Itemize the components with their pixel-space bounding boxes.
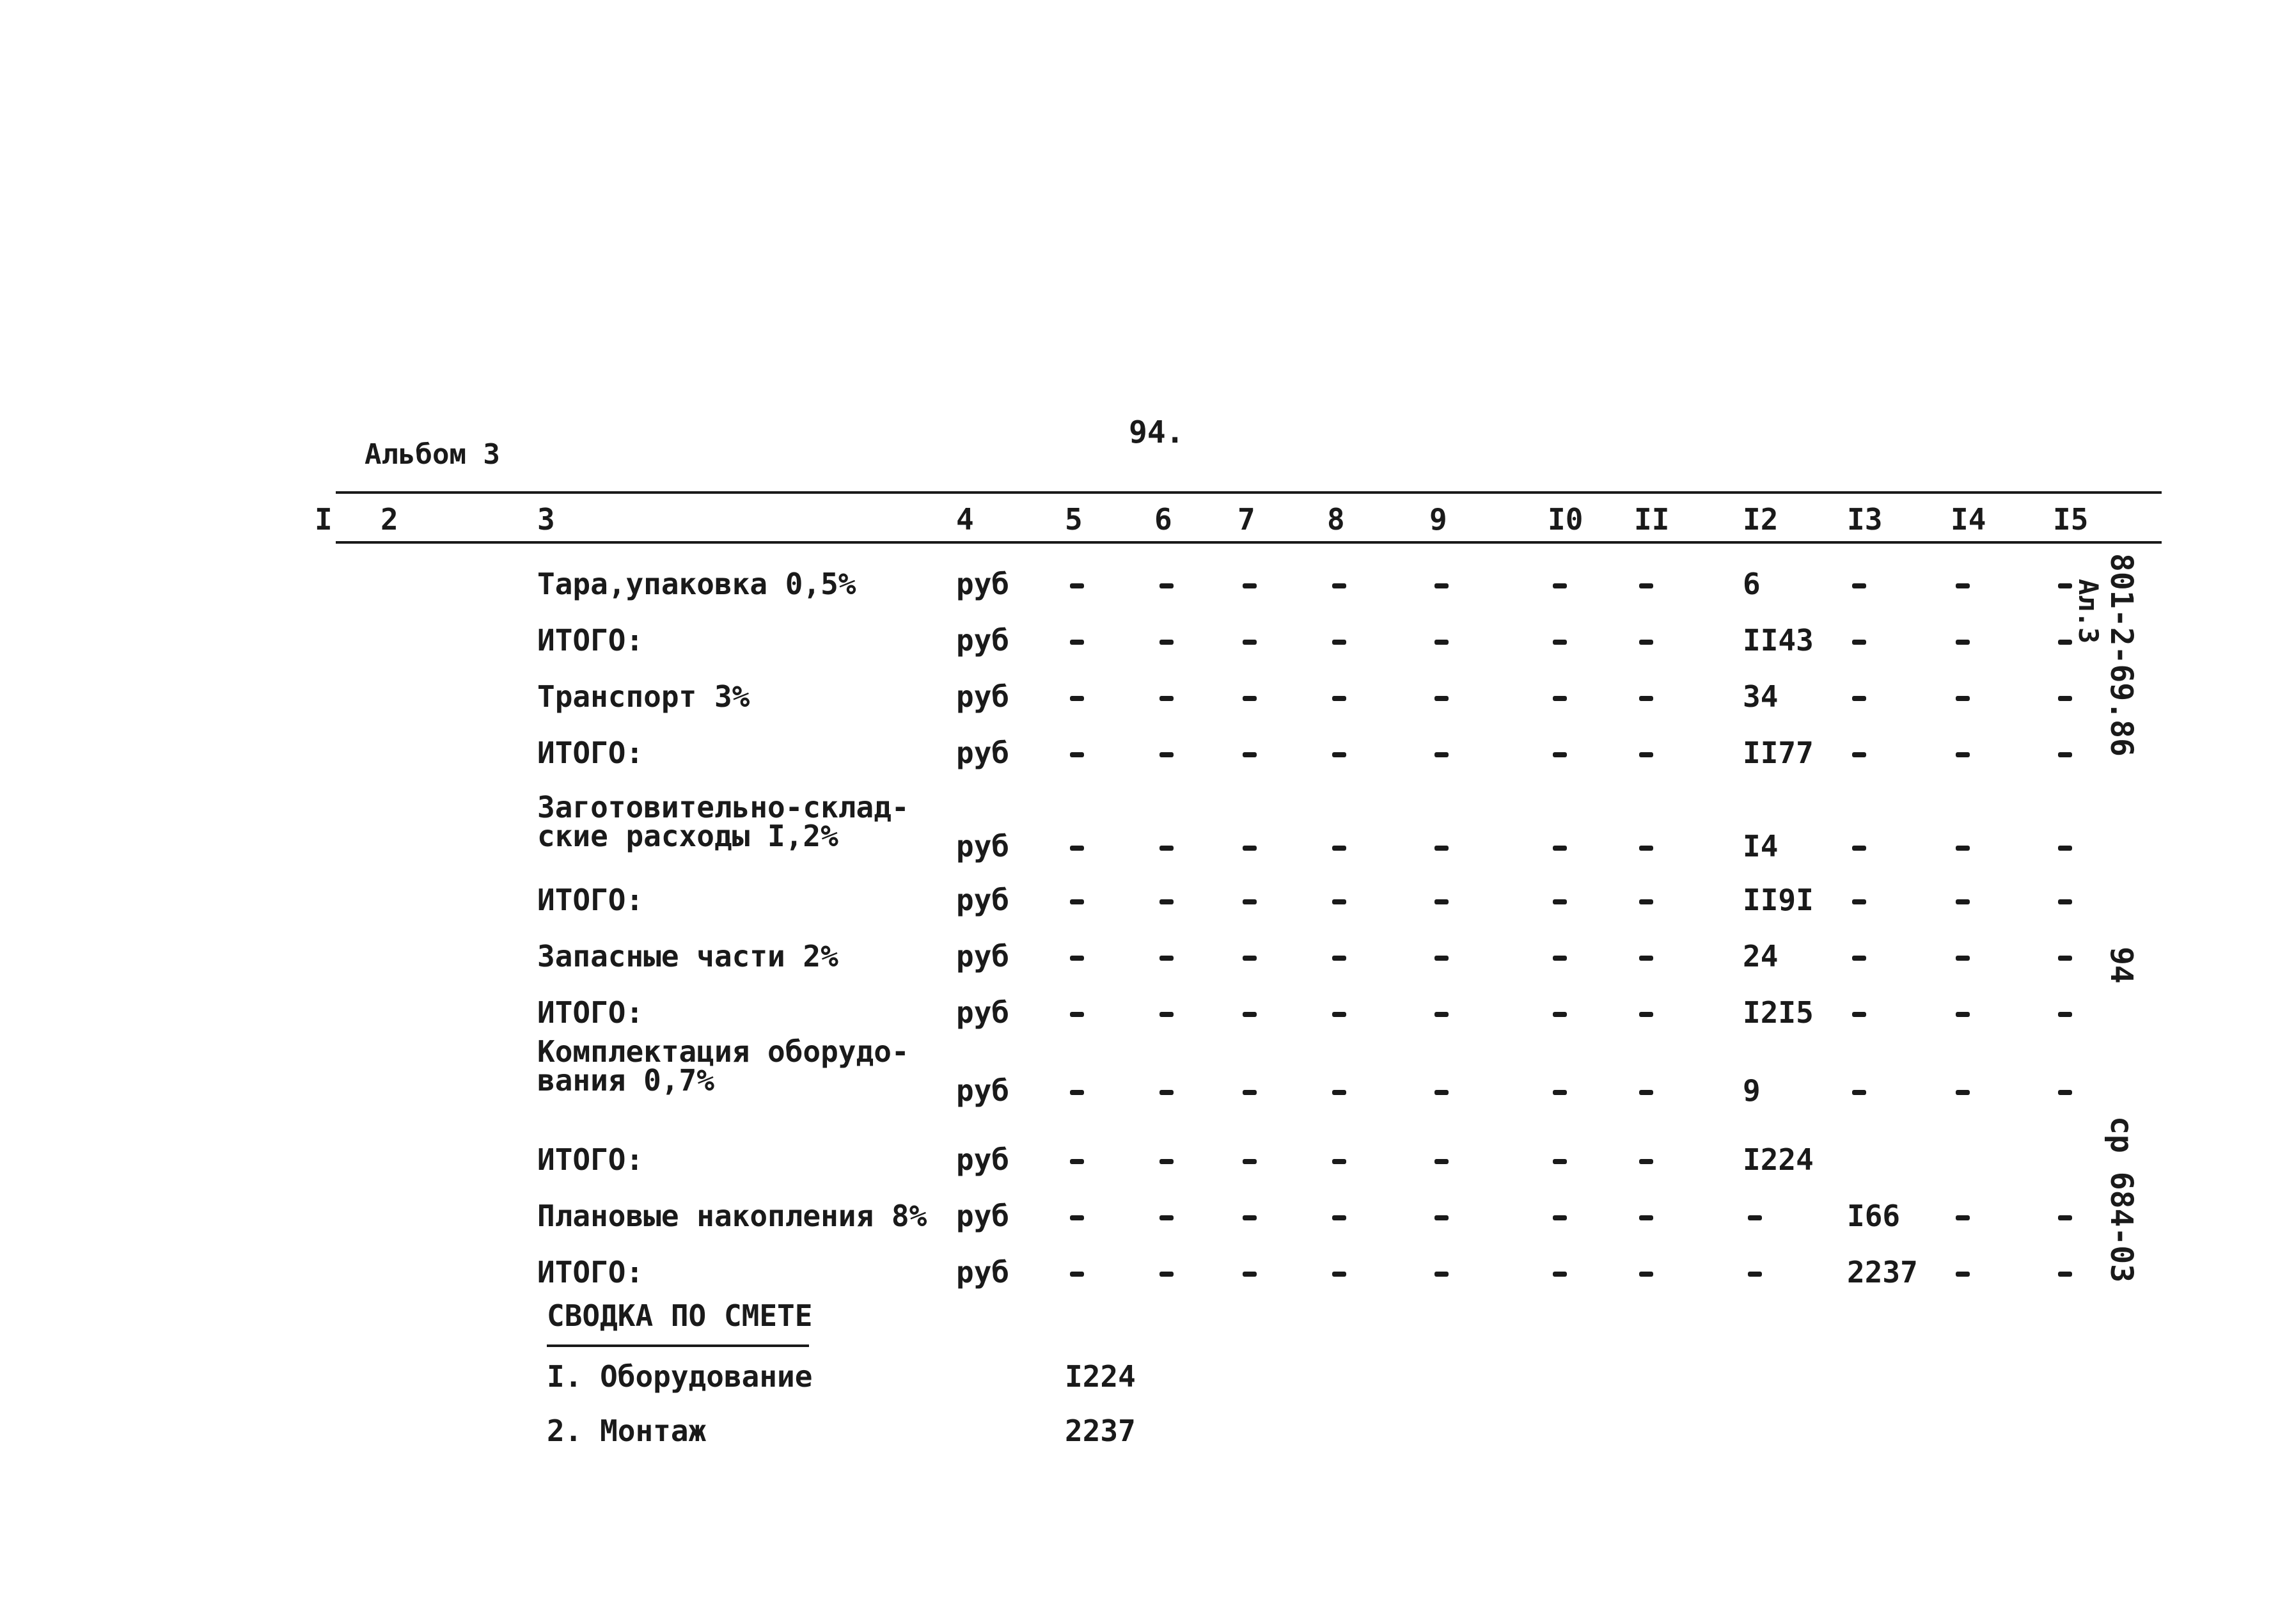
empty-cell-dash	[1159, 583, 1174, 588]
empty-cell-dash	[1332, 640, 1346, 645]
row-name: ИТОГО:	[537, 623, 644, 658]
row-value-col12: I2I5	[1743, 995, 1814, 1030]
empty-cell-dash	[1159, 846, 1174, 851]
empty-cell-dash	[1434, 752, 1449, 757]
empty-cell-dash	[1434, 1090, 1449, 1095]
column-header-4: 4	[956, 502, 974, 537]
empty-cell-dash	[1852, 696, 1866, 701]
empty-cell-dash	[1852, 1090, 1866, 1095]
empty-cell-dash	[1639, 1215, 1653, 1220]
empty-cell-dash	[2058, 1272, 2072, 1277]
empty-cell-dash	[1639, 1272, 1653, 1277]
empty-cell-dash	[2058, 696, 2072, 701]
empty-cell-dash	[1553, 1090, 1567, 1095]
empty-cell-dash	[1159, 696, 1174, 701]
empty-cell-dash	[1553, 696, 1567, 701]
margin-album-note: Ал.3	[2073, 579, 2104, 644]
summary-item-value: I224	[1065, 1359, 1136, 1394]
row-unit: руб	[956, 1073, 1010, 1108]
empty-cell-dash	[1070, 1090, 1084, 1095]
empty-cell-dash	[1070, 1159, 1084, 1164]
empty-cell-dash	[2058, 1215, 2072, 1220]
empty-cell-dash	[1070, 899, 1084, 904]
empty-cell-dash	[1070, 1215, 1084, 1220]
empty-cell-dash	[1553, 583, 1567, 588]
row-name: Транспорт 3%	[537, 679, 750, 714]
empty-cell-dash	[1553, 640, 1567, 645]
row-unit: руб	[956, 1255, 1010, 1289]
empty-cell-dash	[1159, 899, 1174, 904]
empty-cell-dash	[1639, 846, 1653, 851]
empty-cell-dash	[1639, 1012, 1653, 1017]
row-name: ИТОГО:	[537, 995, 644, 1030]
empty-cell-dash	[2058, 899, 2072, 904]
empty-cell-dash	[1243, 846, 1257, 851]
empty-cell-dash	[1639, 640, 1653, 645]
row-value-col12: I4	[1743, 829, 1779, 863]
row-value-col12: II9I	[1743, 883, 1814, 917]
column-header-8: 8	[1327, 502, 1345, 537]
empty-cell-dash	[1332, 1159, 1346, 1164]
empty-cell-dash	[1553, 846, 1567, 851]
column-header-15: I5	[2053, 502, 2089, 537]
table-top-rule	[336, 491, 2162, 494]
row-unit: руб	[956, 736, 1010, 770]
album-label: Альбом 3	[365, 438, 500, 471]
empty-cell-dash	[1243, 1159, 1257, 1164]
empty-cell-dash	[1852, 752, 1866, 757]
empty-cell-dash	[1852, 846, 1866, 851]
empty-cell-dash	[2058, 956, 2072, 961]
row-value-col12: II43	[1743, 623, 1814, 658]
row-value-col13: 2237	[1847, 1255, 1918, 1289]
empty-cell-dash	[1639, 1159, 1653, 1164]
empty-cell-dash	[1434, 583, 1449, 588]
empty-cell-dash	[1332, 1090, 1346, 1095]
empty-cell-dash	[1159, 752, 1174, 757]
empty-cell-dash	[1243, 899, 1257, 904]
empty-cell-dash	[1852, 583, 1866, 588]
empty-cell-dash	[1070, 583, 1084, 588]
row-unit: руб	[956, 995, 1010, 1030]
empty-cell-dash	[1639, 696, 1653, 701]
empty-cell-dash	[1332, 846, 1346, 851]
empty-cell-dash	[1243, 1272, 1257, 1277]
empty-cell-dash	[1159, 1272, 1174, 1277]
header-bottom-rule	[336, 541, 2162, 544]
empty-cell-dash	[1434, 1272, 1449, 1277]
summary-item-label: 2. Монтаж	[547, 1414, 707, 1448]
empty-cell-dash	[1434, 696, 1449, 701]
empty-cell-dash	[1956, 640, 1970, 645]
row-name: Заготовительно-склад- ские расходы I,2%	[537, 790, 909, 854]
empty-cell-dash	[1553, 1012, 1567, 1017]
empty-cell-dash	[1956, 956, 1970, 961]
row-name: Тара,упаковка 0,5%	[537, 567, 856, 601]
empty-cell-dash	[1852, 956, 1866, 961]
empty-cell-dash	[1159, 1215, 1174, 1220]
row-unit: руб	[956, 567, 1010, 601]
empty-cell-dash	[1956, 1272, 1970, 1277]
empty-cell-dash	[1434, 956, 1449, 961]
empty-cell-dash	[1748, 1215, 1762, 1220]
empty-cell-dash	[1159, 1090, 1174, 1095]
row-unit: руб	[956, 679, 1010, 714]
empty-cell-dash	[1070, 846, 1084, 851]
empty-cell-dash	[1332, 956, 1346, 961]
empty-cell-dash	[1159, 1159, 1174, 1164]
empty-cell-dash	[1434, 1215, 1449, 1220]
row-value-col12: 6	[1743, 567, 1761, 601]
empty-cell-dash	[1434, 1159, 1449, 1164]
empty-cell-dash	[1852, 1012, 1866, 1017]
empty-cell-dash	[1070, 696, 1084, 701]
column-header-1: I	[315, 502, 333, 537]
empty-cell-dash	[1159, 640, 1174, 645]
empty-cell-dash	[1332, 1215, 1346, 1220]
empty-cell-dash	[2058, 846, 2072, 851]
empty-cell-dash	[2058, 1012, 2072, 1017]
empty-cell-dash	[1243, 1090, 1257, 1095]
empty-cell-dash	[1748, 1272, 1762, 1277]
row-unit: руб	[956, 623, 1010, 658]
empty-cell-dash	[1243, 1215, 1257, 1220]
row-name: Запасные части 2%	[537, 939, 838, 974]
column-header-10: I0	[1548, 502, 1583, 537]
empty-cell-dash	[1956, 899, 1970, 904]
empty-cell-dash	[1243, 1012, 1257, 1017]
column-header-11: II	[1634, 502, 1670, 537]
empty-cell-dash	[1956, 1090, 1970, 1095]
page-number: 94.	[1129, 414, 1184, 450]
empty-cell-dash	[1434, 846, 1449, 851]
margin-sheet-code: ср 684-03	[2103, 1116, 2139, 1283]
column-header-14: I4	[1951, 502, 1986, 537]
summary-title: СВОДКА ПО СМЕТЕ	[547, 1298, 813, 1333]
empty-cell-dash	[1332, 583, 1346, 588]
row-value-col12: 24	[1743, 939, 1779, 974]
empty-cell-dash	[1070, 956, 1084, 961]
summary-item-value: 2237	[1065, 1414, 1136, 1448]
empty-cell-dash	[1159, 956, 1174, 961]
empty-cell-dash	[1639, 752, 1653, 757]
empty-cell-dash	[1434, 1012, 1449, 1017]
empty-cell-dash	[1852, 640, 1866, 645]
row-name: ИТОГО:	[537, 736, 644, 770]
empty-cell-dash	[1639, 899, 1653, 904]
column-header-2: 2	[381, 502, 398, 537]
empty-cell-dash	[1434, 899, 1449, 904]
empty-cell-dash	[1332, 1272, 1346, 1277]
row-unit: руб	[956, 829, 1010, 863]
empty-cell-dash	[1243, 956, 1257, 961]
empty-cell-dash	[1159, 1012, 1174, 1017]
row-name: ИТОГО:	[537, 1142, 644, 1177]
empty-cell-dash	[2058, 1090, 2072, 1095]
empty-cell-dash	[1956, 752, 1970, 757]
row-unit: руб	[956, 939, 1010, 974]
empty-cell-dash	[1434, 640, 1449, 645]
column-header-7: 7	[1238, 502, 1255, 537]
empty-cell-dash	[1956, 1215, 1970, 1220]
summary-title-underline	[547, 1344, 809, 1347]
empty-cell-dash	[1956, 846, 1970, 851]
column-header-9: 9	[1429, 502, 1447, 537]
empty-cell-dash	[1852, 899, 1866, 904]
empty-cell-dash	[1243, 640, 1257, 645]
empty-cell-dash	[1956, 583, 1970, 588]
empty-cell-dash	[1332, 899, 1346, 904]
row-name: ИТОГО:	[537, 1255, 644, 1289]
empty-cell-dash	[1070, 1012, 1084, 1017]
empty-cell-dash	[1553, 1272, 1567, 1277]
empty-cell-dash	[1070, 752, 1084, 757]
empty-cell-dash	[1956, 696, 1970, 701]
row-value-col12: I224	[1743, 1142, 1814, 1177]
empty-cell-dash	[1332, 696, 1346, 701]
row-name: Плановые накопления 8%	[537, 1199, 927, 1233]
summary-item-label: I. Оборудование	[547, 1359, 813, 1394]
row-name: Комплектация оборудо- вания 0,7%	[537, 1034, 909, 1098]
column-header-12: I2	[1743, 502, 1779, 537]
row-unit: руб	[956, 1142, 1010, 1177]
empty-cell-dash	[1553, 1159, 1567, 1164]
empty-cell-dash	[1639, 583, 1653, 588]
empty-cell-dash	[2058, 583, 2072, 588]
row-value-col12: 34	[1743, 679, 1779, 714]
empty-cell-dash	[1639, 956, 1653, 961]
empty-cell-dash	[1553, 1215, 1567, 1220]
empty-cell-dash	[1956, 1012, 1970, 1017]
row-name: ИТОГО:	[537, 883, 644, 917]
empty-cell-dash	[1243, 696, 1257, 701]
empty-cell-dash	[1332, 1012, 1346, 1017]
empty-cell-dash	[2058, 640, 2072, 645]
margin-sheet-number: 94	[2103, 947, 2139, 984]
empty-cell-dash	[1332, 752, 1346, 757]
empty-cell-dash	[1639, 1090, 1653, 1095]
row-value-col12: II77	[1743, 736, 1814, 770]
empty-cell-dash	[1070, 1272, 1084, 1277]
column-header-6: 6	[1154, 502, 1172, 537]
margin-doc-code: 801-2-69.86	[2103, 553, 2139, 757]
empty-cell-dash	[1553, 899, 1567, 904]
empty-cell-dash	[2058, 752, 2072, 757]
empty-cell-dash	[1243, 583, 1257, 588]
empty-cell-dash	[1553, 752, 1567, 757]
row-value-col13: I66	[1847, 1199, 1901, 1233]
column-header-13: I3	[1847, 502, 1883, 537]
row-value-col12: 9	[1743, 1073, 1761, 1108]
column-header-5: 5	[1065, 502, 1083, 537]
empty-cell-dash	[1553, 956, 1567, 961]
row-unit: руб	[956, 883, 1010, 917]
row-unit: руб	[956, 1199, 1010, 1233]
empty-cell-dash	[1070, 640, 1084, 645]
empty-cell-dash	[1243, 752, 1257, 757]
column-header-3: 3	[537, 502, 555, 537]
